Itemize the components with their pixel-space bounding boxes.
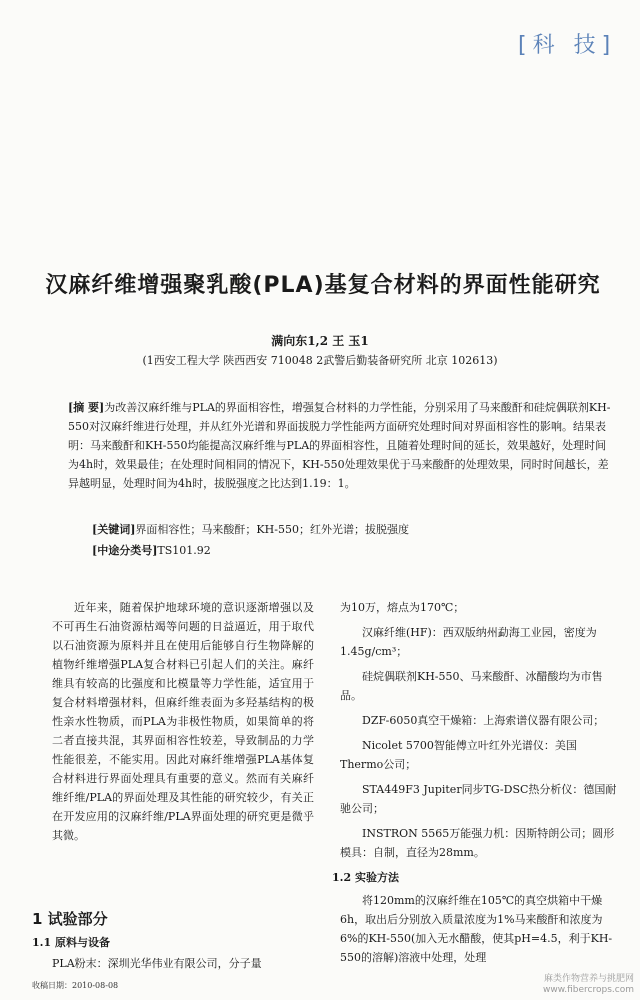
keywords-label: [关键词] — [92, 523, 136, 536]
material-chemicals: 硅烷偶联剂KH-550、马来酸酐、冰醋酸均为市售品。 — [340, 670, 603, 702]
left-column — [52, 598, 314, 845]
affiliation: (1西安工程大学 陕西西安 710048 2武警后勤装备研究所 北京 102613) — [142, 354, 498, 367]
received-date: 收稿日期：2010-08-08 — [32, 981, 119, 990]
section-tag: [科 技] — [518, 33, 617, 58]
watermark-line1: 麻类作物营养与挑肥网 — [543, 974, 634, 984]
watermark-line2: www.fibercrops.com — [543, 985, 634, 995]
paper-title: 汉麻纤维增强聚乳酸(PLA)基复合材料的界面性能研究 — [45, 273, 601, 298]
abstract-label: [摘 要] — [68, 401, 105, 414]
keywords — [92, 520, 612, 539]
material-pla-cont: 为10万，熔点为170℃； — [340, 601, 465, 614]
right-column — [332, 598, 618, 973]
clc-text: TS101.92 — [157, 544, 211, 557]
equipment-ftir: Nicolet 5700智能傅立叶红外光谱仪：美国Thermo公司； — [340, 739, 577, 771]
subsection-heading-1-1: 1.1 原料与设备 — [32, 936, 110, 949]
material-pla: PLA粉末：深圳光华伟业有限公司，分子量 — [52, 957, 262, 970]
authors: 满向东1,2 王 玉1 — [271, 334, 369, 348]
section-heading-1: 1 试验部分 — [32, 910, 108, 928]
classification-number — [92, 542, 612, 558]
keywords-text: 界面相容性；马来酸酐；KH-550；红外光谱；拔脱强度 — [135, 523, 409, 536]
clc-label: [中途分类号] — [92, 544, 158, 557]
watermark — [543, 974, 634, 996]
abstract — [68, 398, 612, 493]
equipment-oven: DZF-6050真空干燥箱：上海索谱仪器有限公司； — [362, 714, 605, 727]
equipment-instron: INSTRON 5565万能强力机：因斯特朗公司；圆形模具：自制，直径为28mm。 — [340, 827, 615, 859]
method-paragraph: 将120mm的汉麻纤维在105℃的真空烘箱中干燥6h，取出后分别放入质量浓度为1%马来酸酐和浓度为6%的KH-550(加入无水醋酸，使其pH=4.5，利于KH-550的溶解)溶液中处理，处理 — [340, 894, 613, 964]
equipment-tgdsc: STA449F3 Jupiter同步TG-DSC热分析仪：德国耐驰公司； — [340, 783, 617, 815]
abstract-text: 为改善汉麻纤维与PLA的界面相容性，增强复合材料的力学性能，分别采用了马来酸酐和硅烷偶联剂KH-550对汉麻纤维进行处理，并从红外光谱和界面拔脱力学性能两方面研究处理时间对界面相容性的影响。结果表明：马来酸酐和KH-550均能提高汉麻纤维与PLA的界面相容性，且随着处理时间的延长，效果越好，处理时间为4h时，效果最佳；在处理时间相同的情况下，KH-550处理效果优于马来酸酐的处理效果，同时时间越长，差异越明显，处理时间为4h时，拔脱强度之比达到1.19：1。 — [68, 401, 611, 490]
material-hemp: 汉麻纤维(HF)：西双版纳州勐海工业园，密度为1.45g/cm³； — [340, 626, 597, 658]
subsection-heading-1-2: 1.2 实验方法 — [332, 871, 399, 884]
intro-paragraph: 近年来，随着保护地球环境的意识逐渐增强以及不可再生石油资源枯竭等问题的日益逼近，用于取代以石油资源为原料并且在使用后能够自行生物降解的植物纤维增强PLA复合材料已引起人们的关注。麻纤维具有较高的比强度和比模量等力学性能，适宜用于复合材料增强材料，但麻纤维表面为多羟基结构的极性亲水性物质，而PLA为非极性物质，如果简单的将二者直接共混，其界面相容性较差，导致制品的力学性能很差，不能实用。因此对麻纤维增强PLA基体复合材料进行界面处理具有重要的意义。然而有关麻纤维纤维/PLA的界面处理及其性能的研究较少，有关正在开发应用的汉麻纤维/PLA界面处理的研究更是微乎其微。 — [52, 601, 314, 842]
